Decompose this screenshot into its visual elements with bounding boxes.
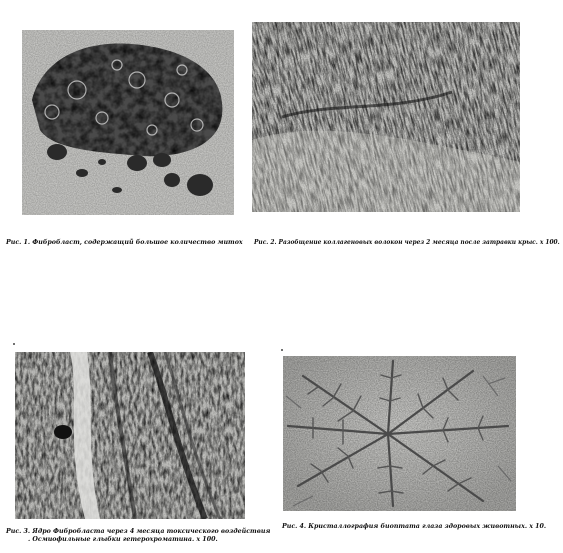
speck bbox=[13, 343, 15, 345]
figure-4-caption bbox=[282, 523, 546, 531]
figure-1-caption bbox=[6, 239, 243, 247]
figure-3-micrograph bbox=[15, 352, 245, 519]
figure-4-micrograph bbox=[283, 356, 516, 511]
figure-1-micrograph bbox=[22, 30, 234, 215]
figure-3-caption-line: Рис. 3. Ядро Фибробласта через 4 месяца токсического воздействия bbox=[6, 528, 271, 535]
figure-2-caption bbox=[254, 239, 560, 247]
figure-3-caption-line: . Осмиофильные глыбки гетерохроматина. х 100. bbox=[28, 536, 218, 543]
figure-3-caption bbox=[6, 528, 270, 544]
figure-1-caption-line: Рис. 1. Фибробласт, содержащий большое количество митох bbox=[6, 239, 243, 246]
figure-4-caption-line: Рис. 4. Кристаллография биоптата глаза здоровых животных. х 10. bbox=[282, 523, 547, 530]
speck bbox=[281, 349, 283, 351]
figure-2-micrograph bbox=[252, 22, 520, 212]
figure-2-caption-line: Рис. 2. Разобщение коллагеновых волокон через 2 месяца после затравки крыс. х 100. bbox=[254, 239, 560, 246]
